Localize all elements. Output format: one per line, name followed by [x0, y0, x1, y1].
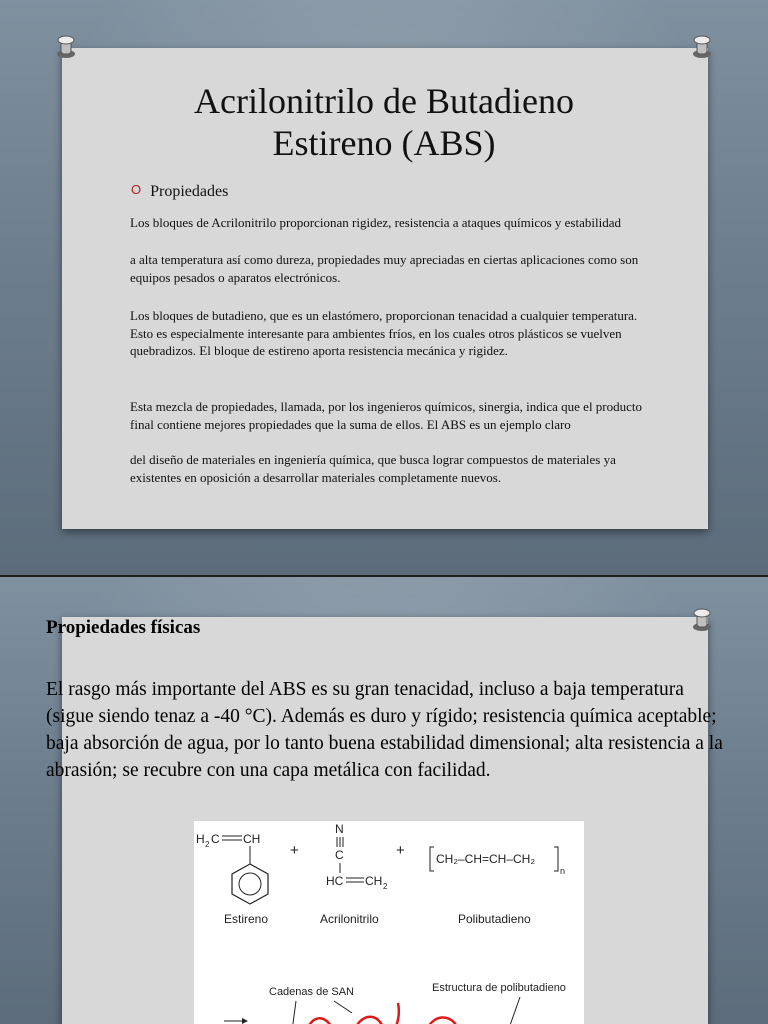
- abs-structure-figure: [194, 821, 584, 1024]
- pushpin-icon: [52, 34, 78, 60]
- slide-2: [0, 577, 768, 1024]
- chemical-diagram: [194, 821, 584, 1024]
- styrene-h: H: [196, 832, 205, 846]
- label-estructura-pb: Estructura de polibutadieno: [432, 982, 566, 994]
- styrene-sub: 2: [205, 840, 210, 849]
- paragraph-acrilonitrilo-1: Los bloques de Acrilonitrilo proporcionan rigidez, resistencia a ataques químicos y estabilidad: [130, 215, 621, 230]
- acn-ch: CH: [365, 874, 383, 888]
- acn-c: C: [335, 848, 344, 862]
- pushpin-icon: [690, 34, 716, 60]
- label-cadenas-san: Cadenas de SAN: [269, 986, 354, 998]
- styrene-ch: CH: [243, 832, 261, 846]
- paragraph-sinergia-1: Esta mezcla de propiedades, llamada, por los ingenieros químicos, sinergia, indica que el producto final contiene mejores propiedades que la suma de ellos. El ABS es un ejemplo claro: [130, 399, 643, 432]
- plus-sign: +: [290, 842, 299, 859]
- slide-title: [0, 80, 768, 164]
- acn-sub: 2: [383, 882, 388, 891]
- pb-formula: CH₂–CH=CH–CH₂: [436, 852, 535, 866]
- label-styrene: Estireno: [224, 912, 269, 926]
- section-heading: Propiedades físicas: [46, 617, 201, 638]
- pb-sub-n: n: [560, 866, 566, 876]
- paragraph-sinergia-2: del diseño de materiales en ingeniería química, que busca lograr compuestos de materiales ya existentes en oposición a desarrollar materiales completamente nuevos.: [130, 452, 616, 485]
- pushpin-icon: [690, 607, 716, 633]
- paragraph-acrilonitrilo-2: a alta temperatura así como dureza, propiedades muy apreciadas en ciertas aplicaciones como son equipos pesados o aparatos electrónicos.: [130, 252, 639, 285]
- paragraph-butadieno: Los bloques de butadieno, que es un elastómero, proporcionan tenacidad a cualquier temperatura. Esto es especialmente interesante para ambientes fríos, en los cuales otros plásticos se vuelven quebradizos. El bloque de estireno aporta resistencia mecánica y rigidez.: [130, 308, 638, 358]
- bullet-label: Propiedades: [150, 183, 229, 200]
- benzene-ring: [232, 864, 268, 904]
- acn-hc: HC: [326, 874, 344, 888]
- acn-n: N: [335, 822, 344, 836]
- slide-title-line-2: Estireno (ABS): [272, 123, 496, 163]
- bullet-propiedades: [131, 183, 228, 201]
- label-acrilonitrilo: Acrilonitrilo: [320, 912, 379, 926]
- plus-sign: +: [396, 842, 405, 859]
- slide-title-line-1: Acrilonitrilo de Butadieno: [194, 81, 574, 121]
- styrene-c: C: [211, 832, 220, 846]
- label-polibutadieno: Polibutadieno: [458, 912, 531, 926]
- bullet-marker-icon: O: [131, 182, 142, 197]
- section-body: El rasgo más importante del ABS es su gran tenacidad, incluso a baja temperatura (sigue siendo tenaz a -40 °C). Además es duro y rígido; resistencia química aceptable; baja absorción de agua, por lo tanto buena estabilidad dimensional; alta resistencia a la abrasión; se recubre con una capa metálica con facilidad.: [46, 679, 723, 781]
